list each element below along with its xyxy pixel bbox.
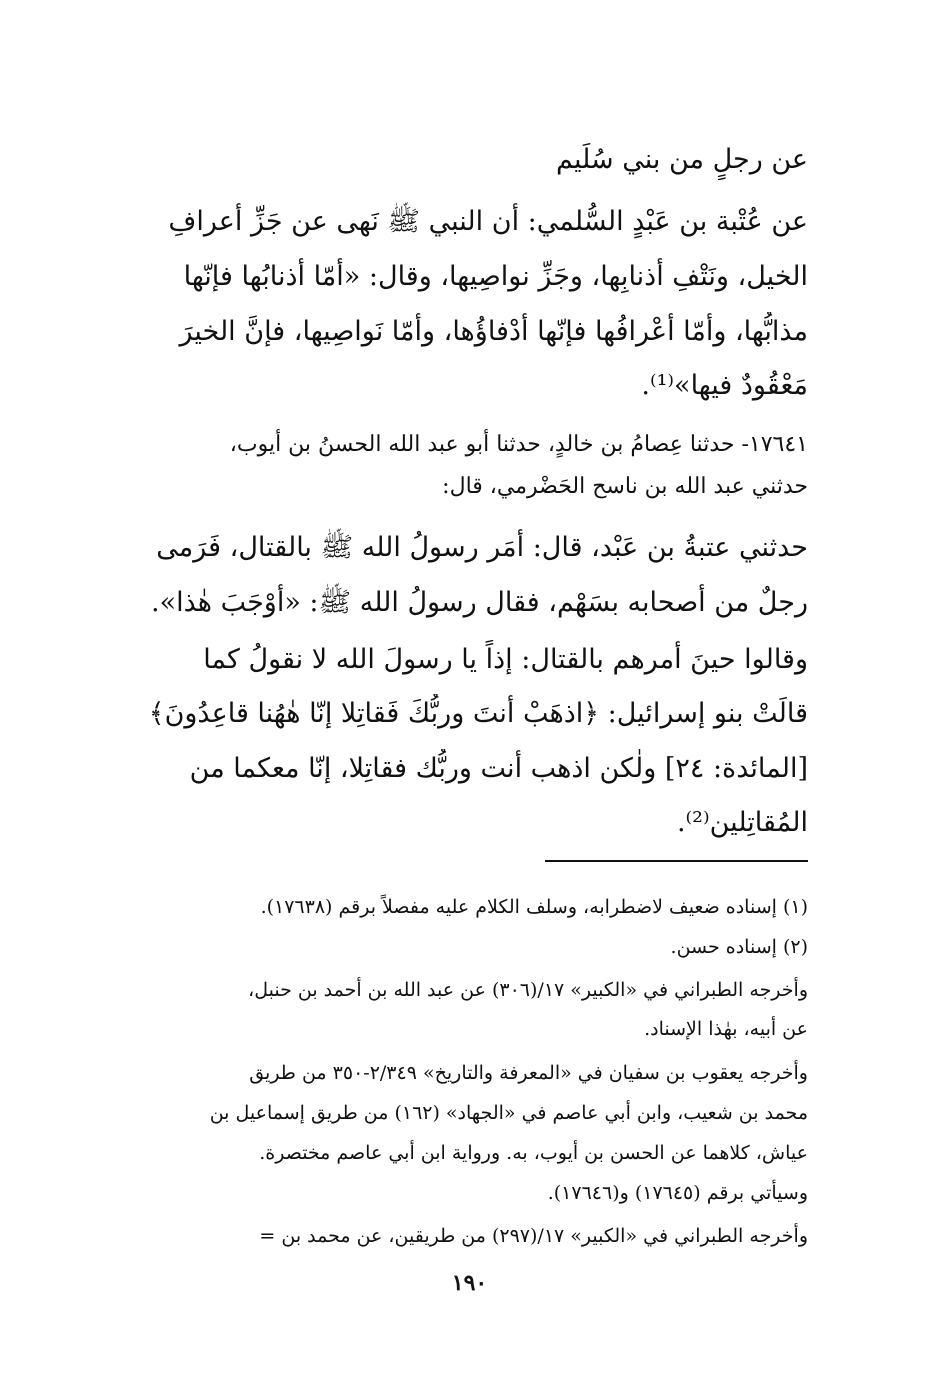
footnote-divider bbox=[545, 860, 808, 862]
footnote-9: وأخرجه الطبراني في «الكبير» ١٧/(٢٩٧) من طريقين، عن محمد بن = bbox=[259, 1225, 808, 1247]
hadith-1-line-3: مذابُّها، وأمّا أعْرافُها فإنّها أدْفاؤُها، وأمّا نَواصِيها، فإنَّ الخيرَ bbox=[179, 316, 808, 347]
footnote-4: عن أبيه، بهٰذا الإسناد. bbox=[644, 1018, 808, 1040]
hadith-3-line-2: قالَتْ بنو إسرائيل: ﴿اذهَبْ أَنتَ وربُّكَ فَقاتِلا إنّا هٰهُنا قاعِدُونَ﴾ bbox=[148, 698, 808, 729]
header-line: عن رجلٍ من بني سُلَيم bbox=[555, 144, 808, 175]
hadith-2-line-2: رجلٌ من أصحابه بسَهْم، فقال رسولُ الله ﷺ: «أَوْجَبَ هٰذا». bbox=[150, 587, 808, 618]
page-number: ١٩٠ bbox=[451, 1270, 488, 1296]
footnote-5: وأخرجه يعقوب بن سفيان في «المعرفة والتاريخ» ٢/٣٤٩-٣٥٠ من طريق bbox=[249, 1062, 808, 1084]
hadith-3-line-4: المُقاتِلين⁽²⁾. bbox=[676, 807, 808, 838]
hadith-2-line-1: حدثني عتبةُ بن عَبْد، قال: أَمَر رسولُ الله ﷺ بالقتال، فَرَمى bbox=[156, 532, 808, 563]
footnote-2: (٢) إسناده حسن. bbox=[670, 936, 808, 958]
footnote-1: (١) إسناده ضعيف لاضطرابه، وسلف الكلام عليه مفصلاً برقم (١٧٦٣٨). bbox=[260, 896, 808, 918]
footnote-3: وأخرجه الطبراني في «الكبير» ١٧/(٣٠٦) عن عبد الله بن أحمد بن حنبل، bbox=[248, 979, 808, 1001]
footnote-7: عياش، كلاهما عن الحسن بن أيوب، به. ورواية ابن أبي عاصم مختصرة. bbox=[259, 1142, 808, 1164]
footnote-8: وسيأتي برقم (١٧٦٤٥) و(١٧٦٤٦). bbox=[547, 1182, 808, 1204]
isnad-line-2: حدثني عبد الله بن ناسح الحَضْرمي، قال: bbox=[442, 474, 808, 499]
hadith-3-line-3: [المائدة: ٢٤] ولٰكن اذهب أنت وربُّك فقاتِلا، إنّا معكما من bbox=[189, 753, 808, 784]
hadith-3-line-1: وقالوا حينَ أمرهم بالقتال: إذاً يا رسولَ الله لا نقولُ كما bbox=[203, 644, 808, 675]
isnad-line-1: ١٧٦٤١- حدثنا عِصامُ بن خالدٍ، حدثنا أبو عبد الله الحسنُ بن أيوب، bbox=[229, 432, 808, 457]
footnote-6: محمد بن شعيب، وابن أبي عاصم في «الجهاد» (١٦٢) من طريق إسماعيل بن bbox=[209, 1102, 808, 1124]
hadith-1-line-4: مَعْقُودٌ فيها»⁽¹⁾. bbox=[641, 370, 808, 401]
hadith-1-line-2: الخيل، ونَتْفِ أذنابِها، وجَزِّ نواصِيها، وقال: «أمّا أذنابُها فإنّها bbox=[183, 261, 808, 292]
hadith-1-line-1: عن عُتْبة بن عَبْدٍ السُّلمي: أن النبي ﷺ نَهى عن جَزِّ أعرافِ bbox=[168, 206, 808, 237]
